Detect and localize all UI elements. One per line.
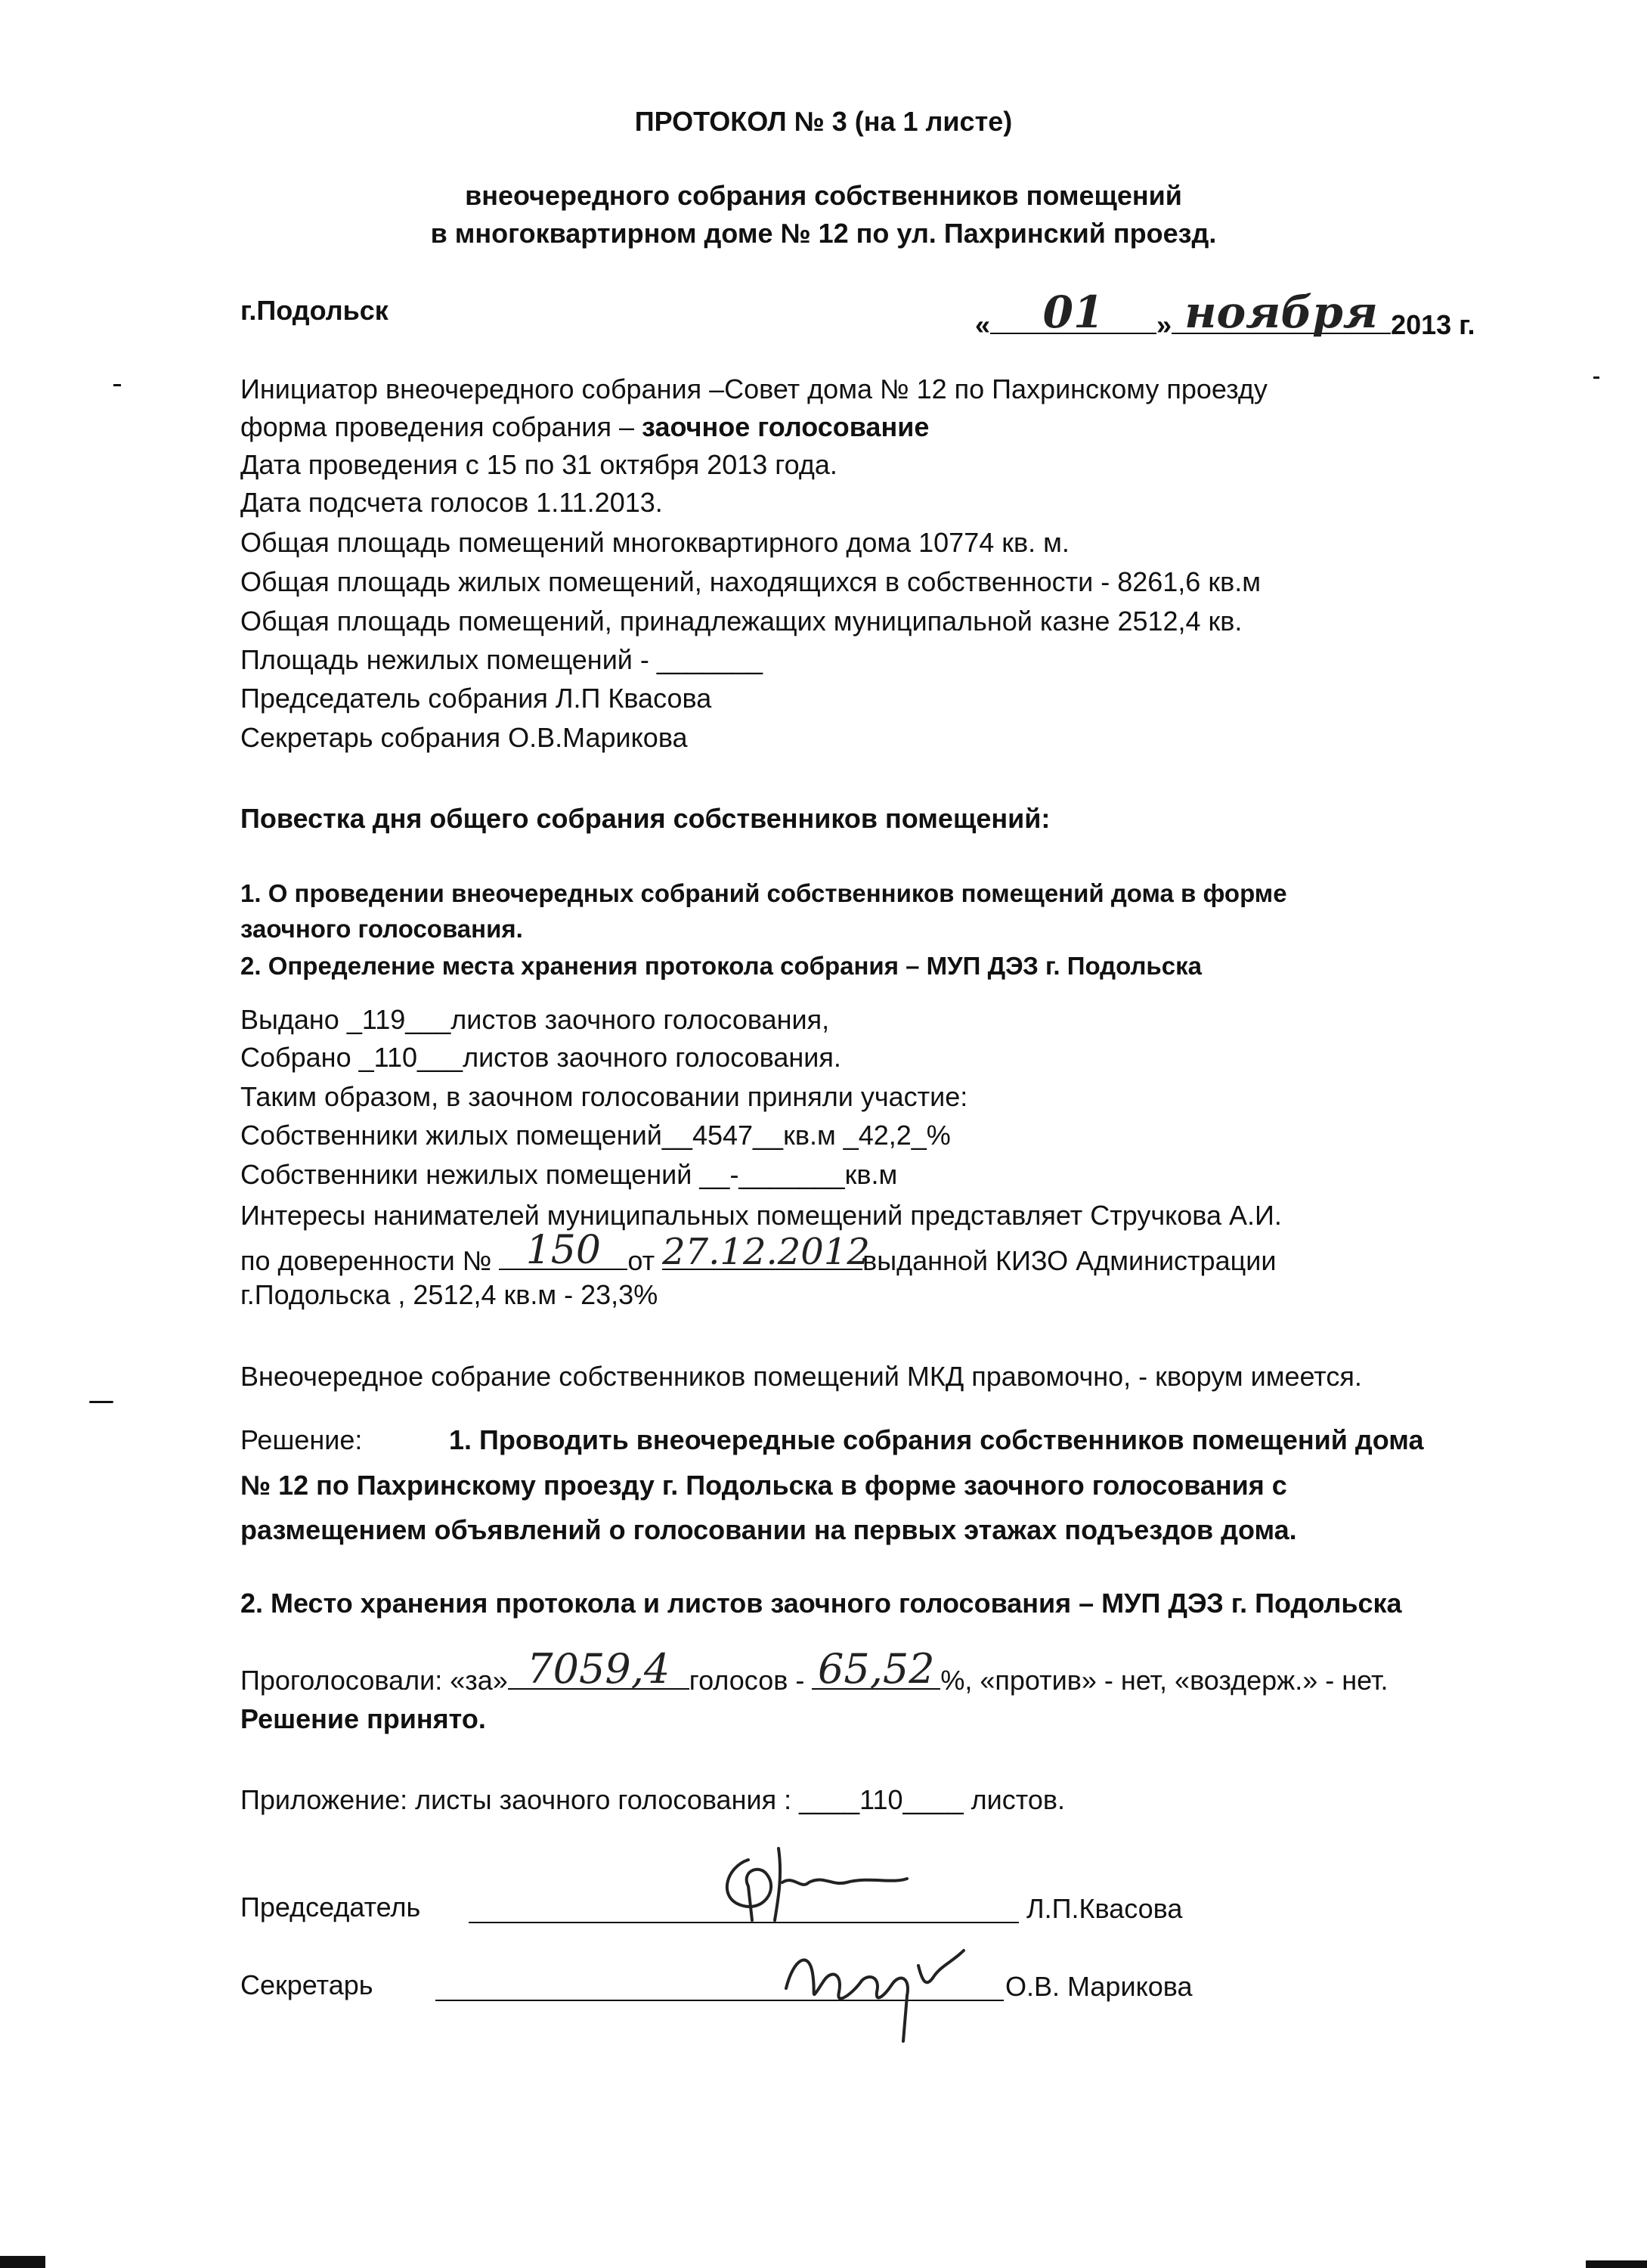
secretary-signature-label: Секретарь	[240, 1969, 373, 2000]
tenants-representative: Интересы нанимателей муниципальных помещений представляет Стручкова А.И.	[240, 1200, 1282, 1231]
meeting-form-value: заочное голосование	[642, 411, 930, 442]
poa-label: по доверенности №	[240, 1245, 500, 1276]
date-month-field	[1172, 287, 1391, 338]
meeting-chairman: Председатель собрания Л.П Квасова	[240, 683, 712, 714]
secretary-signature	[771, 1920, 998, 2064]
date-day-field	[990, 287, 1156, 338]
agenda-item-2: 2. Определение места хранения протокола собрания – МУП ДЭЗ г. Подольска	[240, 952, 1202, 980]
scan-edge	[0, 2256, 45, 2268]
vote-result-prefix: Проголосовали: «за»	[240, 1665, 508, 1696]
meeting-secretary: Секретарь собрания О.В.Марикова	[240, 722, 688, 753]
date-open-quote: «	[975, 309, 991, 340]
city: г.Подольск	[240, 295, 389, 326]
decision-line2: № 12 по Пахринскому проезду г. Подольска в форме заочного голосования с	[240, 1470, 1287, 1501]
chairman-signature-label: Председатель	[240, 1892, 421, 1923]
meeting-dates: Дата проведения с 15 по 31 октября 2013 года.	[240, 449, 837, 480]
nonresidential-owners: Собственники нежилых помещений __-_______кв.м	[240, 1159, 898, 1190]
nonresidential-area: Площадь нежилых помещений - _______	[240, 644, 763, 675]
vote-count-date: Дата подсчета голосов 1.11.2013.	[240, 487, 663, 518]
vote-result-suffix: %, «против» - нет, «воздерж.» - нет.	[940, 1665, 1388, 1696]
residential-area: Общая площадь жилых помещений, находящихся в собственности - 8261,6 кв.м	[240, 566, 1261, 597]
scan-mark	[113, 384, 121, 386]
residential-owners: Собственники жилых помещений__4547__кв.м _42,2_%	[240, 1120, 951, 1151]
votes-word: голосов -	[689, 1665, 813, 1696]
chairman-signature-name: Л.П.Квасова	[1026, 1893, 1183, 1924]
municipal-area: Общая площадь помещений, принадлежащих муниципальной казне 2512,4 кв.	[240, 606, 1243, 637]
date-close-quote: »	[1156, 309, 1172, 340]
percent-for-handwritten: 65,52	[818, 1645, 935, 1693]
decision-line1: 1. Проводить внеочередные собрания собственников помещений дома	[449, 1424, 1424, 1455]
decision-item-2: 2. Место хранения протокола и листов заочного голосования – МУП ДЭЗ г. Подольска	[240, 1588, 1402, 1619]
poa-date-handwritten: 27.12.2012	[662, 1231, 870, 1273]
document-subtitle-line1: внеочередного собрания собственников помещений	[465, 180, 1182, 211]
sheets-collected: Собрано _110___листов заочного голосования.	[240, 1042, 841, 1073]
participation-intro: Таким образом, в заочном голосовании приняли участие:	[240, 1081, 968, 1112]
poa-date-field	[662, 1231, 870, 1273]
agenda-heading: Повестка дня общего собрания собственников помещений:	[240, 803, 1051, 834]
date-month-handwritten: ноября	[1184, 287, 1378, 338]
date-year: 2013 г.	[1391, 309, 1475, 340]
poa-from: от	[627, 1245, 663, 1276]
total-area: Общая площадь помещений многоквартирного дома 10774 кв. м.	[240, 527, 1070, 558]
decision-accepted: Решение принято.	[240, 1703, 486, 1734]
power-of-attorney	[240, 1228, 1277, 1276]
votes-for-field	[508, 1645, 689, 1693]
poa-number-handwritten: 150	[525, 1228, 601, 1273]
votes-for-handwritten: 7059,4	[527, 1645, 670, 1693]
sheets-issued: Выдано _119___листов заочного голосования,	[240, 1004, 830, 1035]
decision-label: Решение:	[240, 1424, 363, 1455]
document-title: ПРОТОКОЛ № 3 (на 1 листе)	[634, 106, 1013, 137]
scan-mark	[1593, 376, 1599, 379]
document-date	[975, 287, 1475, 340]
initiator-line: Инициатор внеочередного собрания –Совет дома № 12 по Пахринскому проезду	[240, 373, 1268, 404]
poa-number-field	[499, 1228, 627, 1273]
attachment-note: Приложение: листы заочного голосования : ____110____ листов.	[240, 1784, 1065, 1815]
meeting-form-line	[240, 411, 929, 442]
decision-line3: размещением объявлений о голосовании на первых этажах подъездов дома.	[240, 1514, 1297, 1545]
scan-edge	[1586, 2260, 1647, 2268]
document-subtitle-line2: в многоквартирном доме № 12 по ул. Пахринский проезд.	[430, 218, 1217, 249]
agenda-item-1-line1: 1. О проведении внеочередных собраний собственников помещений дома в форме	[240, 879, 1287, 907]
percent-for-field	[812, 1645, 940, 1693]
secretary-signature-name: О.В. Марикова	[1005, 1971, 1193, 2002]
date-day-handwritten: 01	[1042, 287, 1104, 338]
vote-result	[240, 1645, 1388, 1696]
poa-issued-by: выданной КИЗО Администрации	[862, 1245, 1277, 1276]
quorum-statement: Внеочередное собрание собственников помещений МКД правомочно, - кворум имеется.	[240, 1361, 1362, 1392]
scan-mark	[89, 1401, 113, 1403]
meeting-form-label: форма проведения собрания –	[240, 411, 642, 442]
municipal-share: г.Подольска , 2512,4 кв.м - 23,3%	[240, 1279, 658, 1310]
agenda-item-1-line2: заочного голосования.	[240, 915, 523, 943]
